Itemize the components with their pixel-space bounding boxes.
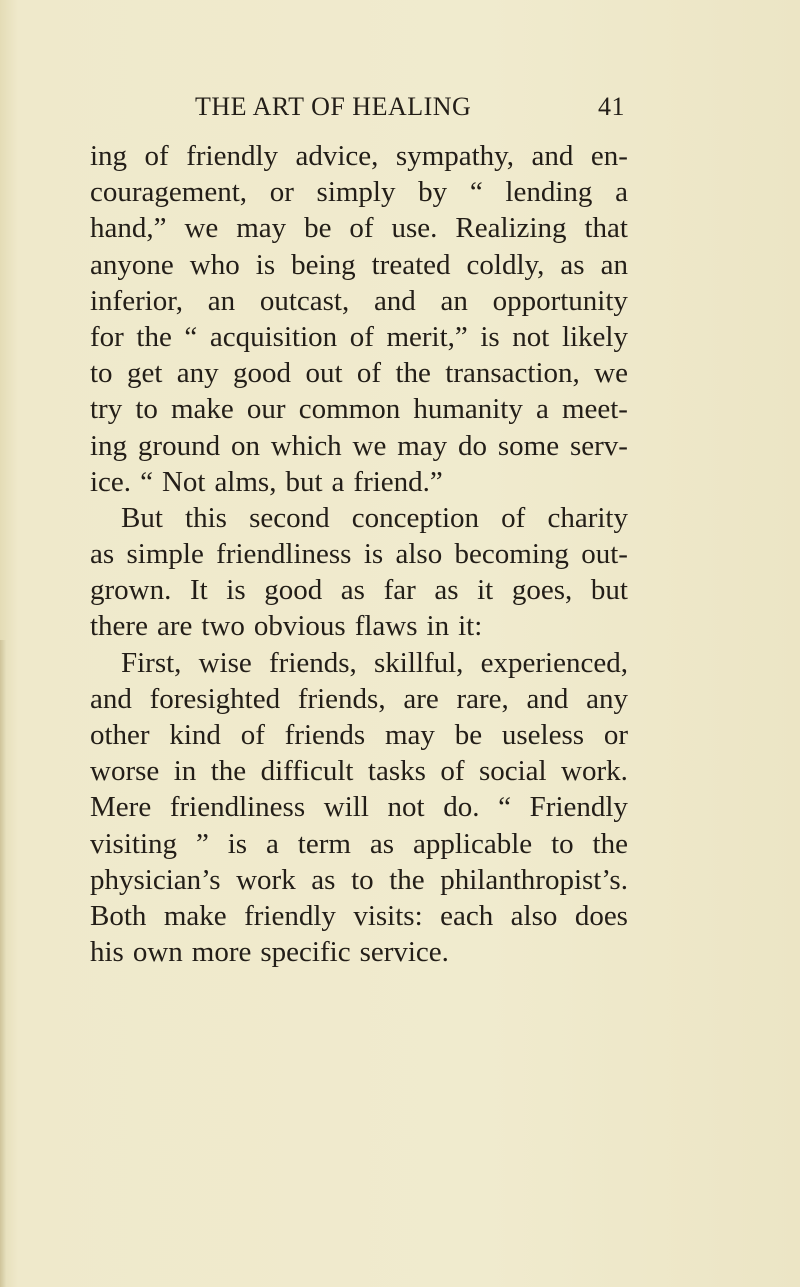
word: this xyxy=(185,501,227,534)
word: we xyxy=(184,212,219,245)
word: flaws xyxy=(354,610,418,643)
text-line xyxy=(90,391,628,427)
word: an xyxy=(440,284,468,317)
word: are xyxy=(403,682,439,715)
word: friendliness xyxy=(216,538,352,571)
word: the xyxy=(592,827,628,860)
word: is xyxy=(226,574,246,607)
body-text xyxy=(90,138,628,970)
word: sympathy, xyxy=(395,140,515,172)
word: First, xyxy=(121,646,182,679)
word: simple xyxy=(126,538,204,571)
word: work. xyxy=(561,755,628,788)
word: charity xyxy=(547,501,628,534)
word: serv- xyxy=(569,429,628,462)
word: outcast, xyxy=(259,284,350,317)
word: coldly, xyxy=(466,248,545,281)
word: skillful, xyxy=(374,646,464,679)
word: It xyxy=(189,574,208,607)
word: opportunity xyxy=(492,284,628,317)
word: worse xyxy=(90,755,160,788)
running-header xyxy=(195,87,625,127)
word: to xyxy=(551,827,574,860)
word: of xyxy=(144,140,169,172)
word: the xyxy=(136,320,172,353)
word: friendliness xyxy=(169,791,306,824)
word: Not xyxy=(161,465,206,498)
word: treated xyxy=(371,248,451,281)
word: but xyxy=(285,465,323,498)
word: may xyxy=(236,212,287,245)
word: tasks xyxy=(367,755,426,788)
word: of xyxy=(356,357,382,390)
word: may xyxy=(397,429,448,462)
word: work xyxy=(236,863,296,896)
word: social xyxy=(478,755,547,788)
word: will xyxy=(323,791,369,824)
word: for xyxy=(90,320,124,353)
word: But xyxy=(121,501,163,534)
word: in xyxy=(426,610,450,643)
word: friendly xyxy=(244,899,336,932)
word: our xyxy=(246,393,286,426)
word: who xyxy=(189,248,240,281)
word: simply xyxy=(316,176,396,209)
word: friends, xyxy=(297,682,386,715)
word: or xyxy=(603,719,628,751)
word: goes, xyxy=(511,574,573,607)
word: Friendly xyxy=(529,791,628,824)
word: do. xyxy=(443,791,480,824)
word: couragement, xyxy=(90,176,248,209)
word: out xyxy=(305,357,343,390)
word: ” xyxy=(195,827,209,860)
word: visiting xyxy=(90,827,178,860)
text-line xyxy=(90,934,628,970)
word: a xyxy=(615,176,628,209)
word: good xyxy=(233,357,292,390)
word: do xyxy=(458,429,488,462)
word: “ xyxy=(184,320,198,353)
word: try xyxy=(90,393,123,426)
text-line xyxy=(90,789,628,825)
text-line xyxy=(90,862,628,898)
word: far xyxy=(383,574,416,607)
word: an xyxy=(600,248,628,281)
word: does xyxy=(574,899,628,932)
word: we xyxy=(352,429,387,462)
word: Mere xyxy=(90,791,152,824)
word: ice. xyxy=(90,465,132,498)
word: conception xyxy=(351,501,479,534)
word: a xyxy=(331,465,345,498)
word: rare, xyxy=(456,682,509,715)
word: and xyxy=(373,284,416,317)
word: lending xyxy=(505,176,593,209)
word: advice, xyxy=(295,140,379,172)
word: we xyxy=(594,357,628,390)
word: merit,” xyxy=(386,320,468,353)
word: are xyxy=(156,610,193,643)
word: physician’s xyxy=(90,863,221,896)
word: kind xyxy=(169,719,221,751)
word: good xyxy=(264,574,323,607)
text-line xyxy=(90,536,628,572)
word: it xyxy=(477,574,494,607)
word: and xyxy=(526,682,569,715)
word: alms, xyxy=(214,465,277,498)
word: meet- xyxy=(561,393,628,426)
word: ing xyxy=(90,429,128,462)
word: of xyxy=(440,755,465,788)
word: as xyxy=(560,248,585,281)
text-line xyxy=(90,826,628,862)
word: as xyxy=(90,538,115,571)
word: any xyxy=(176,357,219,390)
word: ground xyxy=(137,429,221,462)
word: not xyxy=(387,791,425,824)
word: as xyxy=(369,827,395,860)
word: difficult xyxy=(260,755,354,788)
word: obvious xyxy=(253,610,346,643)
word: service. xyxy=(359,936,449,969)
word: foresighted xyxy=(149,682,281,715)
text-line xyxy=(90,428,628,464)
word: useless xyxy=(501,719,585,751)
word: term xyxy=(297,827,351,860)
text-line xyxy=(90,572,628,608)
word: becoming xyxy=(454,538,569,571)
word: “ xyxy=(469,176,483,209)
text-line xyxy=(90,355,628,391)
text-line xyxy=(90,898,628,934)
word: out- xyxy=(581,538,628,571)
word: there xyxy=(90,610,148,643)
running-title: THE ART OF HEALING xyxy=(195,92,472,121)
word: the xyxy=(395,357,431,390)
word: friendly xyxy=(186,140,279,172)
word: wise xyxy=(198,646,252,679)
text-line xyxy=(90,319,628,355)
page-edge-shadow xyxy=(0,640,6,1287)
word: being xyxy=(291,248,356,281)
word: any xyxy=(586,682,628,715)
word: grown. xyxy=(90,574,172,607)
text-line xyxy=(90,464,628,500)
word: make xyxy=(171,393,234,426)
word: acquisition xyxy=(209,320,338,353)
word: by xyxy=(418,176,448,209)
word: is xyxy=(363,538,384,571)
word: friends, xyxy=(269,646,357,679)
word: and xyxy=(90,682,132,715)
word: inferior, xyxy=(90,284,184,317)
text-line xyxy=(90,717,628,753)
word: is xyxy=(480,320,500,353)
text-line xyxy=(90,247,628,283)
text-line xyxy=(90,283,628,319)
word: as xyxy=(311,863,336,896)
word: of xyxy=(501,501,526,534)
word: of xyxy=(349,320,374,353)
word: be xyxy=(454,719,483,751)
word: his xyxy=(90,936,124,969)
word: transaction, xyxy=(445,357,580,390)
word: on xyxy=(230,429,260,462)
word: more xyxy=(191,936,252,969)
word: to xyxy=(90,357,113,390)
page-number: 41 xyxy=(598,92,625,121)
word: the xyxy=(210,755,247,788)
word: Realizing xyxy=(455,212,567,245)
word: it: xyxy=(458,610,483,643)
word: each xyxy=(440,899,494,932)
word: also xyxy=(510,899,558,932)
word: hand,” xyxy=(90,212,167,245)
word: a xyxy=(535,393,549,426)
word: is xyxy=(255,248,276,281)
word: experienced, xyxy=(480,646,628,679)
word: humanity xyxy=(413,393,523,426)
text-line xyxy=(90,681,628,717)
word: Both xyxy=(90,899,147,932)
word: other xyxy=(90,719,150,751)
text-line xyxy=(90,210,628,246)
word: a xyxy=(266,827,279,860)
word: some xyxy=(497,429,560,462)
word: make xyxy=(163,899,227,932)
word: common xyxy=(298,393,401,426)
word: is xyxy=(227,827,248,860)
word: in xyxy=(173,755,197,788)
word: second xyxy=(249,501,330,534)
text-line xyxy=(90,645,628,681)
word: philanthropist’s. xyxy=(440,863,628,896)
word: en- xyxy=(590,140,628,172)
word: not xyxy=(512,320,550,353)
word: an xyxy=(207,284,236,317)
word: “ xyxy=(498,791,512,824)
word: the xyxy=(389,863,425,896)
word: to xyxy=(135,393,158,426)
word: of xyxy=(240,719,265,751)
word: also xyxy=(395,538,443,571)
word: and xyxy=(531,140,574,172)
word: ing xyxy=(90,140,128,172)
text-line xyxy=(90,753,628,789)
word: own xyxy=(132,936,183,969)
word: use. xyxy=(391,212,438,245)
word: applicable xyxy=(412,827,533,860)
text-line xyxy=(90,138,628,174)
text-line xyxy=(90,174,628,210)
word: as xyxy=(340,574,365,607)
word: or xyxy=(269,176,294,209)
word: to xyxy=(351,863,374,896)
word: “ xyxy=(140,465,153,498)
word: of xyxy=(349,212,374,245)
word: be xyxy=(304,212,332,245)
word: friend.” xyxy=(353,465,443,498)
text-line xyxy=(90,608,628,644)
word: may xyxy=(384,719,435,751)
word: anyone xyxy=(90,248,174,281)
text-line xyxy=(90,500,628,536)
word: friends xyxy=(284,719,366,751)
word: visits: xyxy=(353,899,423,932)
word: two xyxy=(201,610,245,643)
word: specific xyxy=(260,936,351,969)
word: which xyxy=(270,429,342,462)
word: get xyxy=(126,357,163,390)
word: as xyxy=(434,574,459,607)
word: but xyxy=(590,574,628,607)
word: likely xyxy=(561,320,628,353)
word: that xyxy=(584,212,628,245)
